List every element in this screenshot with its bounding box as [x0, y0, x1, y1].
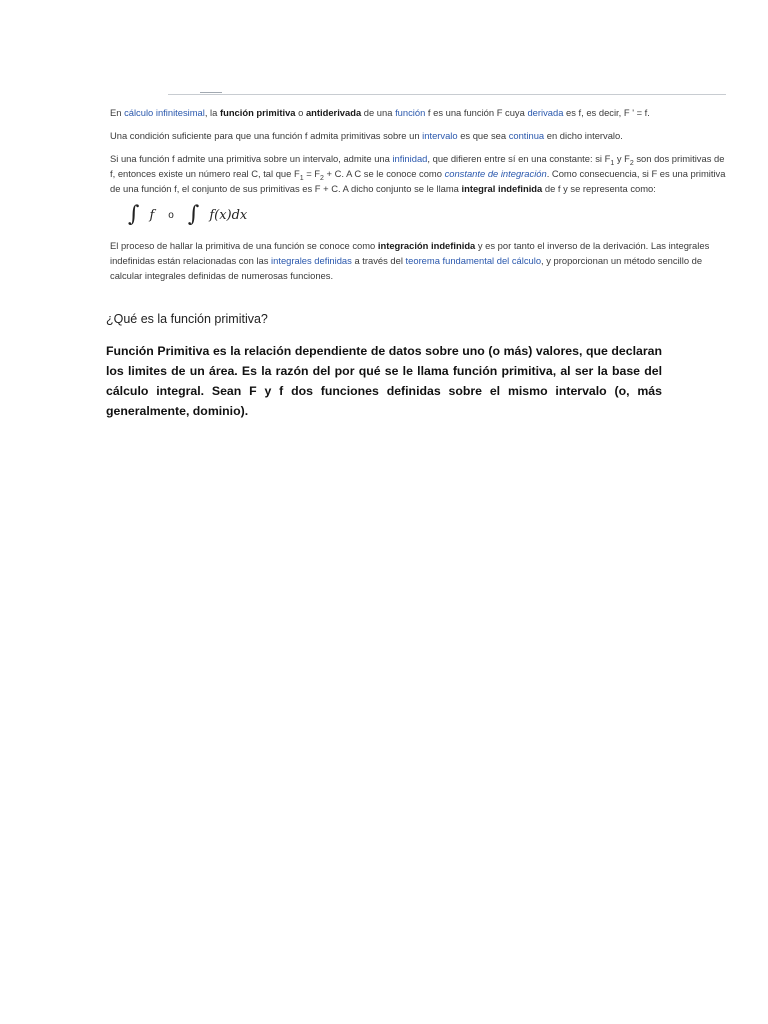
formula-fx-dx: f(x)dx	[209, 207, 248, 223]
text: , la	[204, 107, 220, 118]
text: y es por tanto el inverso de la derivación. Las integrales indefinidas están relacionadas con las	[110, 240, 710, 266]
text: Si una función f admite una primitiva sobre un intervalo, admite una	[110, 153, 393, 164]
paragraph-infinity	[110, 151, 730, 196]
link-derivada[interactable]: derivada	[527, 107, 564, 118]
answer-paragraph: Función Primitiva es la relación dependiente de datos sobre uno (o más) valores, que declaran los limites de un área. Es la razón del por qué se le llama función primitiva, al ser la base del cálculo integral. Sean F y f dos funciones definidas sobre el mismo intervalo (o, más generalmente, dominio).	[106, 344, 662, 418]
text: El proceso de hallar la primitiva de una función se conoce como	[110, 240, 378, 251]
text: es f, es decir, F ' = f.	[563, 107, 650, 118]
subscript: 2	[320, 174, 324, 182]
text: en dicho intervalo.	[544, 130, 623, 141]
link-infinidad[interactable]: infinidad	[392, 153, 428, 164]
link-constante-integracion[interactable]: constante de integración	[444, 168, 547, 179]
text: o	[295, 107, 306, 118]
top-divider	[168, 94, 726, 95]
bold-antiderivada: antiderivada	[305, 107, 362, 118]
wiki-excerpt	[110, 105, 730, 291]
text: , que difieren entre sí en una constante: si F	[427, 153, 611, 164]
integral-sign-1: ∫	[128, 202, 140, 227]
text: son dos primitivas de f, entonces existe un número real C, tal que F	[110, 153, 725, 179]
paragraph-condition	[110, 128, 730, 143]
text: Una condición suficiente para que una función f admita primitivas sobre un	[110, 130, 423, 141]
subscript: 1	[299, 174, 304, 182]
text: a través del	[351, 255, 406, 266]
divider-stub	[200, 92, 222, 93]
text: y F	[614, 153, 630, 164]
paragraph-definition	[110, 105, 730, 120]
text: f es una función F cuya	[425, 107, 528, 118]
bold-integracion-indefinida: integración indefinida	[377, 240, 476, 251]
bold-integral-indefinida: integral indefinida	[461, 183, 543, 194]
link-continua[interactable]: continua	[508, 130, 545, 141]
link-funcion[interactable]: función	[395, 107, 426, 118]
text: es que sea	[457, 130, 509, 141]
integral-sign-2: ∫	[187, 202, 200, 227]
link-calculo-infinitesimal[interactable]: cálculo infinitesimal	[124, 107, 205, 118]
link-integrales-definidas[interactable]: integrales definidas	[271, 255, 352, 266]
bold-funcion-primitiva: función primitiva	[219, 107, 296, 118]
text: En	[110, 107, 125, 118]
formula-f: f	[149, 207, 155, 223]
integral-formula	[128, 202, 730, 228]
subscript: 2	[629, 159, 634, 167]
text: , y proporcionan un método sencillo de calcular integrales definidas de numerosas funciones.	[110, 255, 703, 281]
link-intervalo[interactable]: intervalo	[422, 130, 458, 141]
text: + C. A C se le conoce como	[323, 168, 445, 179]
text: = F	[303, 168, 321, 179]
subscript: 1	[610, 159, 615, 167]
text: de f y se representa como:	[542, 183, 656, 194]
text: . Como consecuencia, si F es una primitiva de una función f, el conjunto de sus primitivas es F + C. A dicho conjunto se le llama	[110, 168, 726, 194]
question-heading: ¿Qué es la función primitiva?	[106, 312, 268, 326]
link-teorema-fundamental[interactable]: teorema fundamental del cálculo	[405, 255, 542, 266]
text: de una	[361, 107, 396, 118]
paragraph-process	[110, 238, 730, 283]
formula-or: o	[168, 209, 174, 221]
